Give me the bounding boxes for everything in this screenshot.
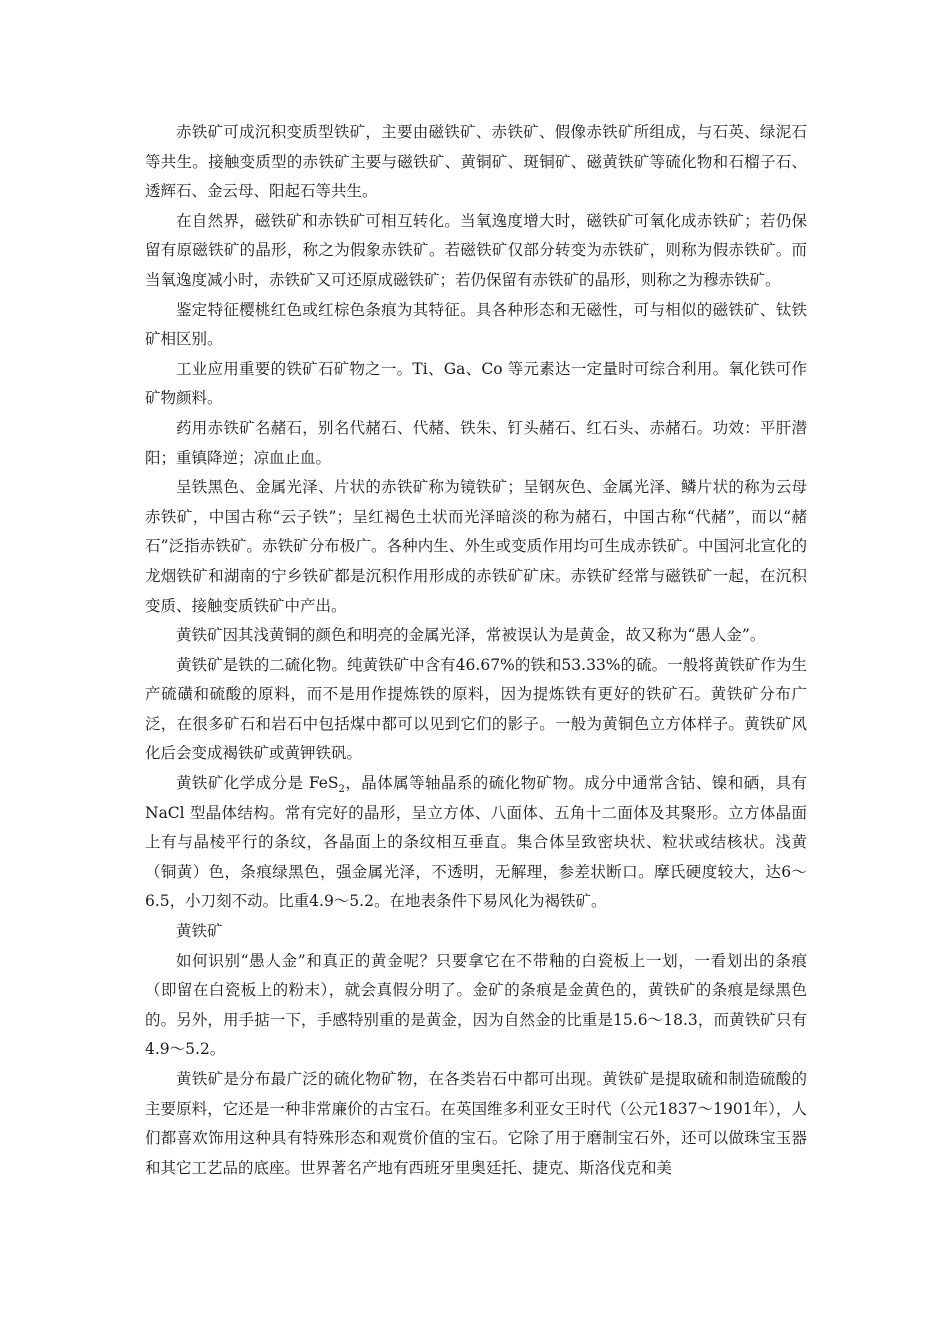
formula-subscript: 2 xyxy=(338,784,345,796)
paragraph-pyrite-composition: 黄铁矿是铁的二硫化物。纯黄铁矿中含有46.67%的铁和53.33%的硫。一般将黄铁矿作为生产硫磺和硫酸的原料，而不是用作提炼铁的原料，因为提炼铁有更好的铁矿石。黄铁矿分布广泛，在很多矿石和岩石中包括煤中都可以见到它们的影子。一般为黄铜色立方体样子。黄铁矿风化后会变成褐铁矿或黄钾铁矾。 xyxy=(145,655,807,763)
paragraph-hematite-metamorphic: 赤铁矿可成沉积变质型铁矿，主要由磁铁矿、赤铁矿、假像赤铁矿所组成，与石英、绿泥石等共生。接触变质型的赤铁矿主要与磁铁矿、黄铜矿、斑铜矿、磁黄铁矿等硫化物和石榴子石、透辉石、金云母、阳起石等共生。 xyxy=(145,123,807,201)
paragraph-medicinal-use: 药用赤铁矿名赭石，别名代赭石、代赭、铁朱、钉头赭石、红石头、赤赭石。功效：平肝潜阳；重镇降逆；凉血止血。 xyxy=(145,418,807,467)
section-heading-pyrite: 黄铁矿 xyxy=(176,922,223,941)
paragraph-fools-gold: 黄铁矿因其浅黄铜的颜色和明亮的金属光泽，常被误认为是黄金，故又称为“愚人金”。 xyxy=(176,626,766,645)
paragraph-magnetite-hematite-conversion: 在自然界，磁铁矿和赤铁矿可相互转化。当氧逸度增大时，磁铁矿可氧化成赤铁矿；若仍保留有原磁铁矿的晶形，称之为假象赤铁矿。若磁铁矿仅部分转变为赤铁矿，则称为假赤铁矿。而当氧逸度减小时，赤铁矿又可还原成磁铁矿；若仍保留有赤铁矿的晶形，则称之为穆赤铁矿。 xyxy=(145,211,807,289)
document-body xyxy=(145,118,807,1183)
paragraph-industrial-use: 工业应用重要的铁矿石矿物之一。Ti、Ga、Co 等元素达一定量时可综合利用。氧化铁可作矿物颜料。 xyxy=(145,359,807,408)
paragraph-identify-fools-gold: 如何识别“愚人金”和真正的黄金呢？只要拿它在不带釉的白瓷板上一划，一看划出的条痕（即留在白瓷板上的粉末），就会真假分明了。金矿的条痕是金黄色的，黄铁矿的条痕是绿黑色的。另外，用手掂一下，手感特别重的是黄金，因为自然金的比重是15.6～18.3，而黄铁矿只有4.9～5.2。 xyxy=(145,951,807,1059)
paragraph-identification-features: 鉴定特征樱桃红色或红棕色条痕为其特征。具各种形态和无磁性，可与相似的磁铁矿、钛铁矿相区别。 xyxy=(145,300,807,349)
formula-text-after: ，晶体属等轴晶系的硫化物矿物。成分中通常含钴、镍和硒，具有 NaCl 型晶体结构。常有完好的晶形，呈立方体、八面体、五角十二面体及其聚形。立方体晶面上有与晶棱平行的条纹，各晶面上的条纹相互垂直。集合体呈致密块状、粒状或结核状。浅黄（铜黄）色，条痕绿黑色，强金属光泽，不透明，无解理，参差状断口。摩氏硬度较大，达6～6.5，小刀刻不动。比重4.9～5.2。在地表条件下易风化为褐铁矿。 xyxy=(145,774,807,911)
paragraph-pyrite-distribution: 黄铁矿是分布最广泛的硫化物矿物，在各类岩石中都可出现。黄铁矿是提取硫和制造硫酸的主要原料，它还是一种非常廉价的古宝石。在英国维多利亚女王时代（公元1837～1901年），人们都喜欢饰用这种具有特殊形态和观赏价值的宝石。它除了用于磨制宝石外，还可以做珠宝玉器和其它工艺品的底座。世界著名产地有西班牙里奥廷托、捷克、斯洛伐克和美 xyxy=(145,1070,807,1177)
formula-text-before: 黄铁矿化学成分是 FeS xyxy=(176,774,339,793)
paragraph-pyrite-chemistry xyxy=(145,769,807,917)
paragraph-hematite-varieties: 呈铁黑色、金属光泽、片状的赤铁矿称为镜铁矿；呈钢灰色、金属光泽、鳞片状的称为云母赤铁矿，中国古称“云子铁”；呈红褐色土状而光泽暗淡的称为赭石，中国古称“代赭”，而以“赭石”泛指赤铁矿。赤铁矿分布极广。各种内生、外生或变质作用均可生成赤铁矿。中国河北宣化的龙烟铁矿和湖南的宁乡铁矿都是沉积作用形成的赤铁矿矿床。赤铁矿经常与磁铁矿一起，在沉积变质、接触变质铁矿中产出。 xyxy=(145,478,807,615)
